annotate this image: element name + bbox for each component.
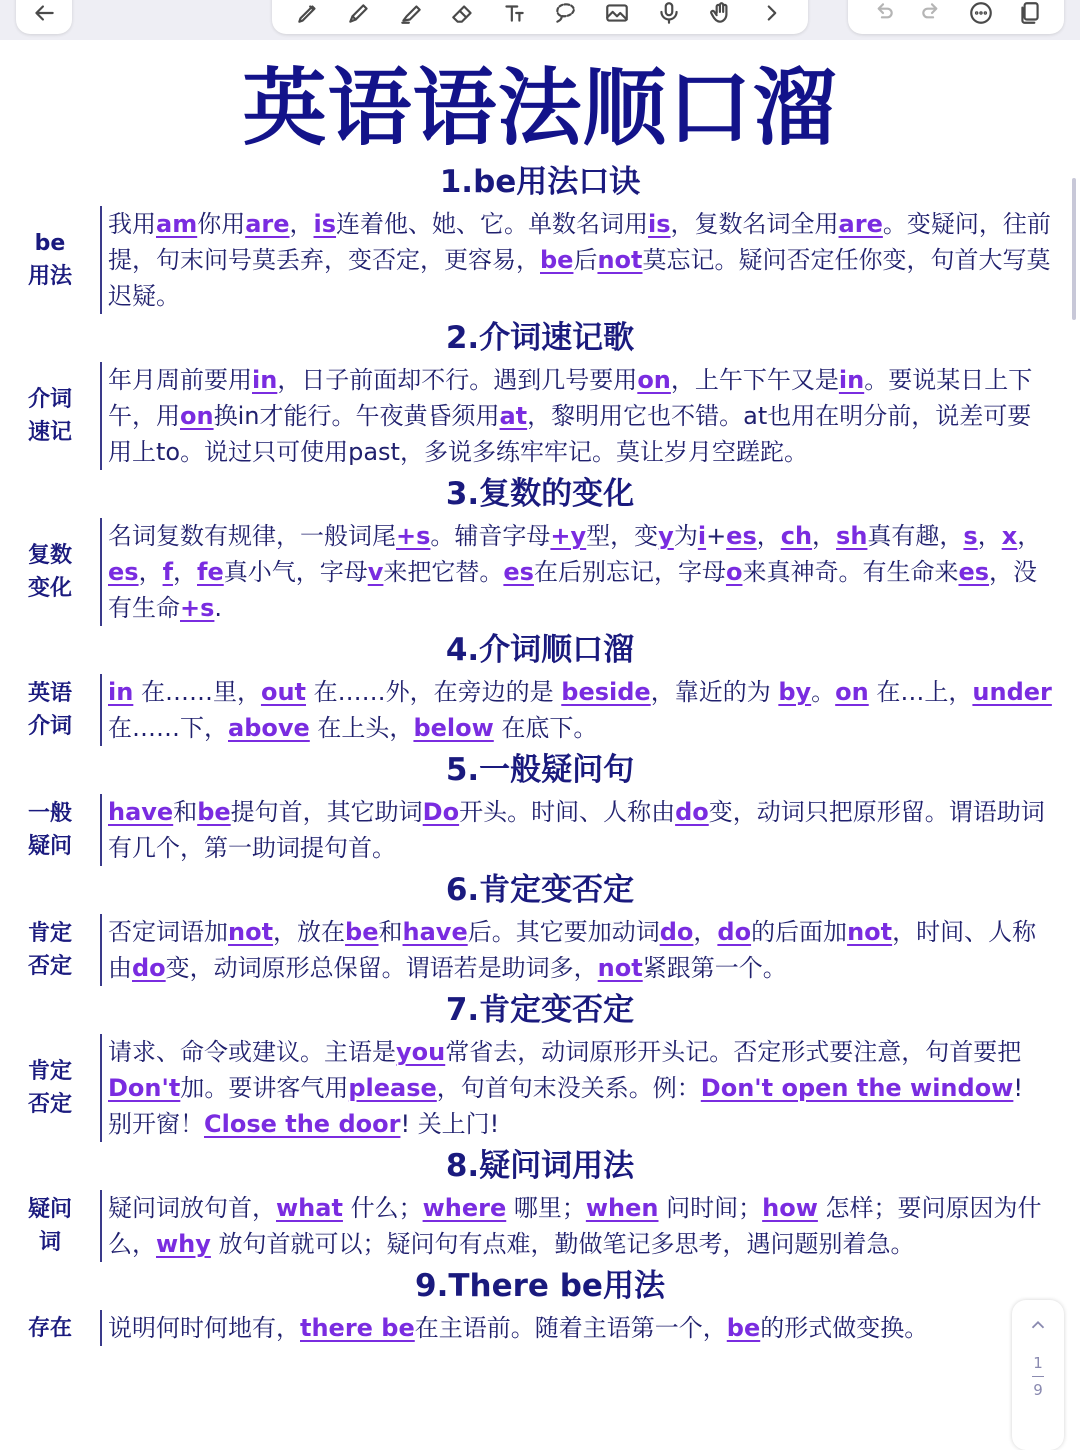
highlighted-keyword: are	[245, 210, 290, 238]
section-title: 9.There be用法	[415, 1268, 665, 1304]
section-label-line: 用法	[27, 264, 72, 289]
total-pages: 9	[1033, 1381, 1043, 1399]
section-body	[100, 1190, 1054, 1262]
section-label-line: 存在	[27, 1315, 72, 1341]
toolbar-tools-group	[272, 0, 808, 34]
section-label-line: 否定	[27, 1092, 72, 1117]
highlighted-keyword: es	[726, 522, 757, 550]
highlighted-keyword: not	[228, 918, 274, 946]
highlighted-keyword: out	[260, 678, 306, 706]
section-row	[0, 794, 1080, 866]
document-page	[0, 40, 1080, 1346]
highlighted-keyword: sh	[836, 522, 868, 550]
section-label-line: 英语	[27, 681, 72, 706]
text-segment: 。要说某日上下午，用	[108, 366, 1033, 430]
text-segment: ! 关上门!	[400, 1110, 500, 1138]
highlighted-keyword: +s	[396, 522, 431, 550]
section-label-line: 肯定	[27, 921, 72, 946]
more-icon[interactable]	[966, 0, 996, 28]
section-label-text	[25, 539, 75, 605]
section-label-line: 疑问	[27, 1197, 72, 1222]
highlighted-keyword: at	[499, 402, 528, 430]
section-body	[100, 1310, 1054, 1346]
section-row	[0, 206, 1080, 314]
text-segment: 在……外，在旁边的是	[306, 678, 562, 706]
highlighted-keyword: what	[276, 1194, 343, 1222]
text-segment: 来把它替。	[383, 558, 504, 586]
text-segment: 你用	[197, 210, 246, 238]
section-row	[0, 518, 1080, 626]
text-segment: 来真神奇。有生命来	[742, 558, 959, 586]
highlighted-keyword: you	[396, 1038, 446, 1066]
text-segment: ，	[693, 918, 718, 946]
text-segment: ，句首句末没关系。例：	[436, 1074, 701, 1102]
text-segment: ! 别开窗！	[108, 1074, 1023, 1138]
text-segment: 放句首就可以；疑问句有点难，勤做笔记多思考，遇问题别着急。	[210, 1230, 915, 1258]
highlighted-keyword: are	[838, 210, 883, 238]
pen-icon[interactable]	[293, 0, 323, 28]
text-segment: 。变疑问，往前提，句末问号莫丢弃，变否定，更容易，	[108, 210, 1051, 274]
section-body	[100, 914, 1054, 986]
text-segment: ，日子前面却不行。遇到几号要用	[277, 366, 638, 394]
highlighted-keyword: do	[132, 954, 166, 982]
text-segment: 为	[673, 522, 698, 550]
highlighted-keyword: on	[637, 366, 671, 394]
hand-icon[interactable]	[706, 0, 736, 28]
section-body	[100, 206, 1054, 314]
section-row	[0, 674, 1080, 746]
text-segment: 在后别忘记，字母	[533, 558, 726, 586]
text-segment: 的形式做变换。	[760, 1314, 929, 1342]
highlighted-keyword: be	[197, 798, 231, 826]
scrollbar[interactable]	[1072, 178, 1076, 320]
highlighted-keyword: is	[313, 210, 337, 238]
text-segment: 说明何时何地有，	[108, 1314, 300, 1342]
highlighted-keyword: beside	[561, 678, 651, 706]
highlighted-keyword: on	[835, 678, 869, 706]
text-segment: 在……里，	[133, 678, 261, 706]
highlighted-keyword: do	[717, 918, 752, 946]
toolbar-actions-group	[848, 0, 1064, 34]
section-body	[100, 794, 1054, 866]
section-title: 2.介词速记歌	[445, 320, 635, 356]
page-indicator	[1012, 1300, 1064, 1450]
text-segment: +	[706, 522, 727, 550]
highlighted-keyword: +s	[180, 594, 215, 622]
highlighted-keyword: under	[972, 678, 1052, 706]
highlighted-keyword: es	[958, 558, 990, 586]
section-label	[0, 794, 100, 866]
section-title: 8.疑问词用法	[445, 1148, 635, 1184]
highlighted-keyword: v	[367, 558, 384, 586]
text-segment: 在主语前。随着主语第一个，	[414, 1314, 727, 1342]
text-segment: ，	[977, 522, 1002, 550]
highlighted-keyword: be	[726, 1314, 761, 1342]
section-title: 3.复数的变化	[445, 476, 635, 512]
section-paragraph	[108, 362, 1054, 470]
section-title: 4.介词顺口溜	[445, 632, 635, 668]
text-segment: 疑问词放句首，	[108, 1194, 276, 1222]
section-label-line: 词	[38, 1230, 61, 1255]
text-segment: 紧跟第一个。	[642, 954, 787, 982]
toolbar-left-group	[16, 0, 72, 34]
text-segment: ，复数名词全用	[670, 210, 839, 238]
section-row	[0, 1190, 1080, 1262]
text-segment: 在…上，	[868, 678, 973, 706]
text-segment: 在……下，	[108, 714, 228, 742]
highlighted-keyword: x	[1001, 522, 1018, 550]
text-segment: ，放在	[273, 918, 346, 946]
highlighted-keyword: Close the door	[204, 1110, 401, 1138]
highlighted-keyword: have	[108, 798, 174, 826]
image-icon[interactable]	[602, 0, 632, 28]
section-row	[0, 1310, 1080, 1346]
eraser-icon[interactable]	[448, 0, 478, 28]
section-row	[0, 362, 1080, 470]
section-label-text	[25, 1312, 75, 1345]
text-segment: 提句首，其它助词	[230, 798, 423, 826]
highlighted-keyword: f	[162, 558, 174, 586]
text-segment: 加。要讲客气用	[180, 1074, 349, 1102]
text-segment: ，靠近的为	[650, 678, 779, 706]
highlighted-keyword: be	[345, 918, 379, 946]
text-segment: 变，动词只把原形留。谓语助词有几个，第一助词提句首。	[108, 798, 1045, 862]
text-segment: 名词复数有规律，一般词尾	[108, 522, 396, 550]
section-label-text	[25, 1193, 75, 1259]
text-segment: 后	[573, 246, 598, 274]
section-label-line: 变化	[27, 576, 72, 601]
text-segment: 。	[811, 678, 836, 706]
text-segment: 怎样；要问原因为什么，	[108, 1194, 1042, 1258]
highlighted-keyword: below	[413, 714, 494, 742]
current-page: 1	[1033, 1354, 1043, 1372]
text-segment: 在上头，	[309, 714, 414, 742]
page-separator	[1032, 1376, 1044, 1377]
section-label	[0, 1190, 100, 1262]
section-label-text	[25, 383, 75, 449]
highlighted-keyword: +y	[550, 522, 587, 550]
text-segment: 真有趣，	[867, 522, 964, 550]
highlighted-keyword: have	[402, 918, 468, 946]
section-label-text	[25, 227, 75, 293]
text-segment: ，上午下午又是	[670, 366, 839, 394]
section-title: 1.be用法口诀	[439, 164, 641, 200]
text-segment: ，	[173, 558, 198, 586]
section-body	[100, 362, 1054, 470]
text-segment: ，	[138, 558, 163, 586]
section-label	[0, 1034, 100, 1142]
text-segment: 莫忘记。疑问否定任你变，句首大写莫迟疑。	[108, 246, 1051, 310]
section-paragraph	[108, 1034, 1054, 1142]
section-label-line: 一般	[27, 801, 72, 826]
section-title: 7.肯定变否定	[445, 992, 635, 1028]
section-label	[0, 518, 100, 626]
highlighted-keyword: in	[108, 678, 134, 706]
highlighted-keyword: not	[597, 954, 643, 982]
text-segment: 和	[378, 918, 403, 946]
section-label-line: 疑问	[27, 834, 72, 859]
section-paragraph	[108, 518, 1054, 626]
section-paragraph	[108, 1310, 1054, 1346]
section-label-text	[25, 797, 75, 863]
highlighted-keyword: ch	[780, 522, 813, 550]
highlighted-keyword: when	[585, 1194, 659, 1222]
pencil-icon[interactable]	[344, 0, 374, 28]
section-label	[0, 206, 100, 314]
text-segment: 换in才能行。午夜黄昏须用	[213, 402, 500, 430]
text-segment: 后。其它要加动词	[467, 918, 660, 946]
text-segment: 请求、命令或建议。主语是	[108, 1038, 396, 1066]
section-label	[0, 914, 100, 986]
section-label-line: 肯定	[27, 1059, 72, 1084]
highlighted-keyword: why	[156, 1230, 211, 1258]
text-segment: ，没有生命	[108, 558, 1038, 622]
section-label-line: be	[34, 231, 66, 256]
chevron-up-icon[interactable]	[1027, 1314, 1049, 1340]
highlighted-keyword: o	[725, 558, 743, 586]
text-segment: ，	[812, 522, 837, 550]
highlighted-keyword: on	[180, 402, 214, 430]
highlighted-keyword: es	[108, 558, 139, 586]
section-row	[0, 1034, 1080, 1142]
text-segment: 常省去，动词原形开头记。否定形式要注意，句首要把	[445, 1038, 1022, 1066]
text-segment: ，黎明用它也不错。at也用在明分前，说差可要用上to。说过只可使用past，多说多练牢牢记。莫让岁月空蹉跎。	[108, 402, 1032, 466]
text-segment: 问时间；	[658, 1194, 763, 1222]
section-label-text	[25, 917, 75, 983]
section-paragraph	[108, 794, 1054, 866]
section-title: 5.一般疑问句	[445, 752, 635, 788]
text-segment: 变，动词原形总保留。谓语若是助词多，	[165, 954, 598, 982]
text-segment: ，	[1017, 522, 1042, 550]
highlighted-keyword: Do	[422, 798, 460, 826]
section-label-text	[25, 1055, 75, 1121]
highlighted-keyword: by	[778, 678, 812, 706]
text-segment: ，时间、人称由	[108, 918, 1037, 982]
undo-icon[interactable]	[868, 0, 898, 28]
text-segment: 我用	[108, 210, 156, 238]
text-segment: 真小气，字母	[223, 558, 368, 586]
highlighted-keyword: y	[658, 522, 674, 550]
text-segment: ，	[289, 210, 314, 238]
text-segment: 在底下。	[493, 714, 598, 742]
highlighted-keyword: do	[675, 798, 709, 826]
text-segment: .	[214, 594, 223, 622]
highlighted-keyword: s	[963, 522, 978, 550]
section-label	[0, 362, 100, 470]
pages-icon[interactable]	[1015, 0, 1045, 28]
highlighted-keyword: above	[228, 714, 310, 742]
highlighted-keyword: not	[847, 918, 893, 946]
text-icon[interactable]	[499, 0, 529, 28]
section-row	[0, 914, 1080, 986]
text-segment: 的后面加	[751, 918, 848, 946]
section-label	[0, 674, 100, 746]
text-segment: 。辅音字母	[430, 522, 551, 550]
highlighted-keyword: not	[597, 246, 643, 274]
text-segment: 开头。时间、人称由	[459, 798, 676, 826]
highlighter-icon[interactable]	[396, 0, 426, 28]
highlighted-keyword: be	[540, 246, 574, 274]
highlighted-keyword: where	[422, 1194, 507, 1222]
highlighted-keyword: fe	[197, 558, 224, 586]
section-label-line: 速记	[27, 420, 72, 445]
text-segment: 哪里；	[506, 1194, 586, 1222]
section-paragraph	[108, 1190, 1054, 1262]
section-label-line: 否定	[27, 954, 72, 979]
highlighted-keyword: i	[697, 522, 707, 550]
highlighted-keyword: please	[348, 1074, 437, 1102]
highlighted-keyword: in	[838, 366, 865, 394]
text-segment: 年月周前要用	[108, 366, 252, 394]
section-label-line: 介词	[27, 387, 72, 412]
highlighted-keyword: Don't open the window	[700, 1074, 1014, 1102]
section-body	[100, 518, 1054, 626]
document-title: 英语语法顺口溜	[242, 59, 838, 157]
chevron-right-icon[interactable]	[757, 0, 787, 28]
redo-icon[interactable]	[917, 0, 947, 28]
section-label	[0, 1310, 100, 1346]
section-title: 6.肯定变否定	[445, 872, 635, 908]
text-segment: 什么；	[342, 1194, 423, 1222]
section-paragraph	[108, 674, 1054, 746]
highlighted-keyword: is	[648, 210, 671, 238]
toolbar	[0, 0, 1080, 40]
sections-container	[0, 162, 1080, 1346]
text-segment: 否定词语加	[108, 918, 228, 946]
section-body	[100, 674, 1054, 746]
highlighted-keyword: es	[503, 558, 534, 586]
section-body	[100, 1034, 1054, 1142]
section-label-text	[25, 677, 75, 743]
highlighted-keyword: how	[762, 1194, 818, 1222]
highlighted-keyword: do	[659, 918, 694, 946]
highlighted-keyword: there be	[300, 1314, 415, 1342]
lasso-icon[interactable]	[551, 0, 581, 28]
highlighted-keyword: am	[156, 210, 198, 238]
text-segment: 连着他、她、它。单数名词用	[336, 210, 649, 238]
section-label-line: 介词	[27, 714, 72, 739]
text-segment: 型，变	[586, 522, 659, 550]
section-paragraph	[108, 206, 1054, 314]
back-arrow-icon[interactable]	[29, 0, 59, 28]
text-segment: 和	[173, 798, 198, 826]
section-paragraph	[108, 914, 1054, 986]
text-segment: ，	[756, 522, 781, 550]
section-label-line: 复数	[27, 543, 72, 568]
highlighted-keyword: Don't	[108, 1074, 181, 1102]
highlighted-keyword: in	[252, 366, 278, 394]
microphone-icon[interactable]	[654, 0, 684, 28]
